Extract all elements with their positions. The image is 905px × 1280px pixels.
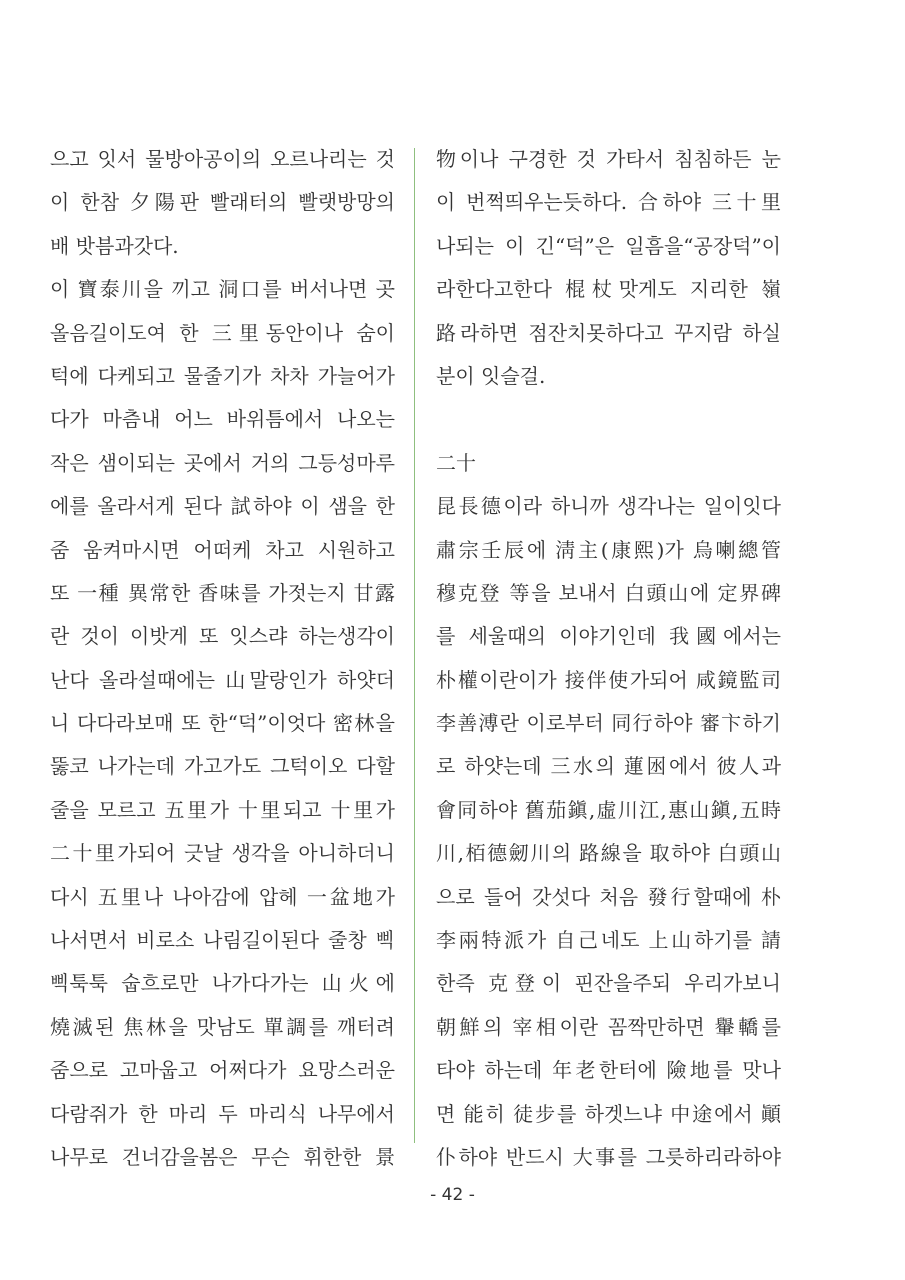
text-line: 川,栢德劒川의 路線을 取하야 白頭山: [436, 841, 781, 866]
text-line: 에를 올라서게 된다 試하야 이 샘을 한: [50, 494, 395, 519]
right-column: [436, 143, 781, 1184]
text-line: 나되는 이 긴“덕”은 일흠을“공장덕”이: [436, 233, 781, 258]
text-line: 이 寶泰川을 끼고 洞口를 버서나면 곳: [50, 277, 395, 302]
text-line: 다람쥐가 한 마리 두 마리식 나무에서: [50, 1101, 395, 1126]
text-line: 로 하얏는데 三水의 蓮囦에서 彼人과: [436, 754, 781, 779]
text-line: 二十里가되어 긋날 생각을 아니하더니: [50, 841, 395, 866]
text-line: 路라하면 점잔치못하다고 꾸지람 하실: [436, 320, 781, 345]
text-line: 배 밧븜과갓다.: [50, 233, 179, 258]
text-line: 李兩特派가 自己네도 上山하기를 請: [436, 928, 781, 953]
text-line: 라한다고한다 棍杖맛게도 지리한 嶺: [436, 277, 781, 302]
text-line: 으로 들어 갓섯다 처음 發行할때에 朴: [436, 884, 781, 909]
text-line: 분이 잇슬걸.: [436, 363, 546, 388]
text-line: 올음길이도여 한 三里동안이나 숨이: [50, 320, 395, 345]
text-line: 昆長德이라 하니까 생각나는 일이잇다: [436, 494, 781, 519]
text-line: 삑툭툭 숩흐로만 나가다가는 山火에: [50, 971, 395, 996]
left-column: [50, 143, 395, 1184]
text-line: 物이나 구경한 것 가타서 침침하든 눈: [436, 147, 781, 171]
text-line: 朝鮮의 宰相이란 꼼짝만하면 轝轎를: [436, 1014, 781, 1039]
text-line: 작은 샘이되는 곳에서 거의 그등성마루: [50, 450, 395, 475]
text-line: 줄을 모르고 五里가 十里되고 十里가: [50, 797, 395, 822]
text-line: 이 번쩍띄우는듯하다. 合하야 三十里: [436, 190, 781, 215]
page-number: - 42 -: [430, 1185, 475, 1205]
text-line: 뚫코 나가는데 가고가도 그턱이오 다할: [50, 754, 395, 779]
text-line: 란 것이 이밧게 또 잇스랴 하는생각이: [50, 624, 395, 649]
text-line: 턱에 다케되고 물줄기가 차차 가늘어가: [50, 363, 395, 388]
text-line: 다시 五里나 나아감에 압헤 一盆地가: [50, 884, 395, 909]
text-line: 타야 하는데 年老한터에 險地를 맛나: [436, 1058, 781, 1083]
text-line: 줌 움켜마시면 어떠케 차고 시원하고: [50, 537, 395, 562]
text-line: 李善溥란 이로부터 同行하야 審卞하기: [436, 711, 781, 736]
text-line: 면 能히 徒步를 하겟느냐 中途에서 顚: [436, 1101, 781, 1126]
text-line: 한즉 克登이 핀잔을주되 우리가보니: [436, 971, 781, 996]
column-divider: [414, 148, 415, 1143]
text-line: 이 한참 夕陽판 빨래터의 빨랫방망의: [50, 190, 395, 215]
text-line: 仆하야 반드시 大事를 그릇하리라하야: [436, 1144, 781, 1169]
text-line: 나서면서 비로소 나림길이된다 줄창 삑: [50, 928, 395, 953]
section-heading: 二十: [436, 450, 476, 475]
blank-line: [436, 403, 781, 446]
text-line: 줌으로 고마웁고 어쩌다가 요망스러운: [50, 1058, 395, 1083]
text-line: 또 一種 異常한 香味를 가젓는지 甘露: [50, 580, 395, 605]
text-line: 으고 잇서 물방아공이의 오르나리는 것: [50, 147, 395, 171]
text-line: 朴權이란이가 接伴使가되어 咸鏡監司: [436, 667, 781, 692]
text-line: 니 다다라보매 또 한“덕”이엇다 密林을: [50, 711, 395, 736]
text-line: 난다 올라설때에는 山말랑인가 하얏더: [50, 667, 395, 692]
text-line: 會同하야 舊茄鎭,虛川江,惠山鎭,五時: [436, 797, 781, 822]
text-line: 穆克登 等을 보내서 白頭山에 定界碑: [436, 580, 781, 605]
text-line: 다가 마츰내 어느 바위틈에서 나오는: [50, 407, 395, 432]
text-line: 를 세울때의 이야기인데 我國에서는: [436, 624, 781, 649]
text-line: 肅宗壬辰에 淸主(康熙)가 烏喇總管: [436, 537, 781, 562]
text-line: 나무로 건너감을봄은 무슨 휘한한 景: [50, 1144, 395, 1169]
text-line: 燒滅된 焦林을 맛남도 單調를 깨터려: [50, 1014, 395, 1039]
